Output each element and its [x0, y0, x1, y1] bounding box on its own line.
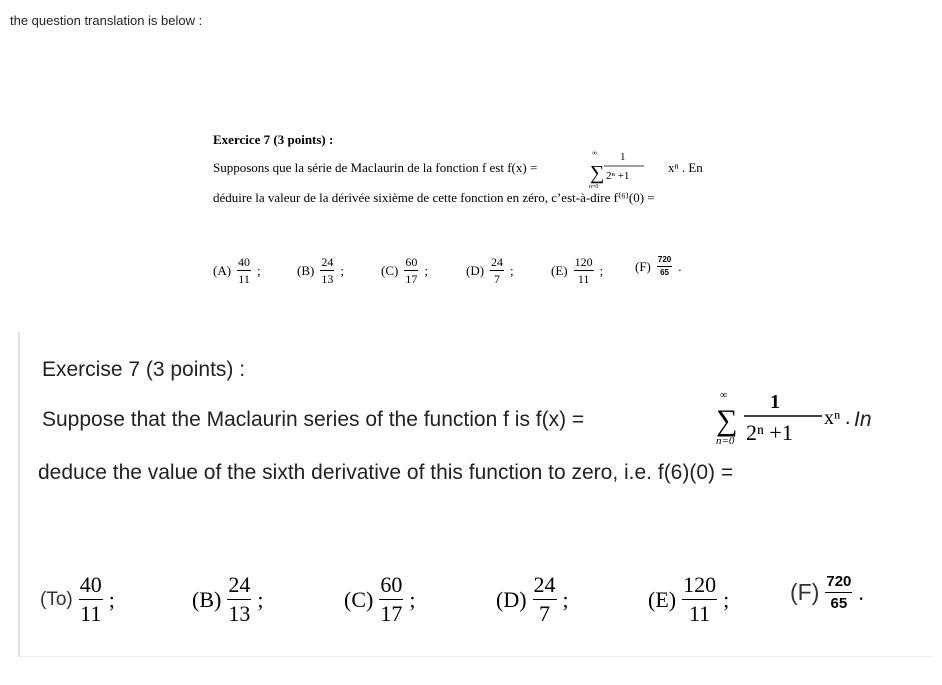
french-options	[213, 256, 733, 292]
denominator: 11	[80, 601, 102, 626]
numerator: 24	[321, 255, 334, 269]
english-title: Exercise 7 (3 points) :	[42, 358, 246, 381]
option-fraction	[404, 256, 418, 285]
option-label: (B)	[192, 586, 222, 612]
english-option-a[interactable]	[40, 574, 115, 625]
option-separator: ;	[723, 586, 730, 612]
denominator: 13	[321, 272, 334, 286]
option-label: (A)	[213, 262, 232, 278]
option-label: (To)	[40, 588, 73, 610]
numerator: 24	[491, 255, 504, 269]
english-statement-after: In	[854, 408, 872, 431]
french-sum-lower: n=0	[589, 184, 599, 190]
denominator: 11	[238, 272, 250, 286]
french-option-d[interactable]	[466, 256, 514, 285]
numerator: 120	[683, 572, 717, 597]
english-sum-lower: n=0	[716, 435, 735, 447]
denominator: 11	[577, 272, 590, 286]
numerator: 60	[380, 572, 403, 597]
numerator: 720	[826, 573, 852, 590]
french-statement-after: xⁿ . En	[668, 160, 703, 175]
numerator: 40	[79, 572, 102, 597]
option-label: (D)	[496, 586, 527, 612]
option-separator: ;	[108, 586, 115, 612]
french-sum-upper: ∞	[592, 149, 597, 157]
english-option-c[interactable]	[344, 574, 415, 625]
option-label: (D)	[466, 262, 485, 278]
option-label: (C)	[344, 586, 374, 612]
english-sum-denominator: 2ⁿ +1	[746, 420, 793, 445]
french-option-a[interactable]	[213, 256, 261, 285]
option-label: (B)	[297, 262, 315, 278]
option-fraction	[490, 256, 504, 285]
denominator: 11	[689, 601, 711, 626]
option-fraction	[79, 574, 103, 625]
numerator: 40	[238, 255, 251, 269]
option-separator: ;	[562, 586, 569, 612]
option-separator: .	[678, 258, 682, 274]
option-fraction	[237, 256, 251, 285]
denominator: 13	[228, 601, 251, 626]
french-sum-denominator: 2ⁿ +1	[606, 170, 630, 182]
english-option-b[interactable]	[192, 574, 263, 625]
french-option-e[interactable]	[551, 256, 603, 285]
english-statement-line2: deduce the value of the sixth derivative of this function to zero, i.e. f(6)(0) =	[38, 461, 734, 484]
french-option-f[interactable]	[635, 256, 682, 277]
english-sum-upper: ∞	[720, 390, 728, 401]
english-statement-line1: Suppose that the Maclaurin series of the function f is f(x) =	[42, 408, 585, 431]
option-separator: ;	[409, 586, 416, 612]
option-separator: ;	[257, 586, 264, 612]
option-fraction	[825, 574, 852, 611]
denominator: 65	[830, 595, 848, 612]
option-separator: ;	[424, 262, 428, 278]
denominator: 17	[380, 601, 403, 626]
numerator: 24	[228, 572, 251, 597]
numerator: 24	[533, 572, 556, 597]
option-fraction	[379, 574, 403, 625]
french-sum-numerator: 1	[620, 151, 626, 163]
english-sum-formula	[710, 386, 860, 456]
option-fraction	[682, 574, 717, 625]
option-label: (E)	[648, 586, 677, 612]
option-fraction	[574, 256, 594, 285]
option-fraction	[657, 256, 672, 277]
french-sum-symbol: ∑	[590, 162, 605, 184]
english-sum-tail: xⁿ .	[824, 407, 851, 429]
french-statement-line1: Supposons que la série de Maclaurin de la fonction f est f(x) =	[213, 160, 538, 175]
denominator: 7	[539, 601, 551, 626]
english-sum-numerator: 1	[770, 391, 780, 413]
english-option-f[interactable]	[790, 574, 864, 611]
denominator: 65	[660, 268, 670, 277]
numerator: 720	[657, 255, 672, 264]
option-label: (E)	[551, 262, 568, 278]
option-fraction	[320, 256, 334, 285]
denominator: 17	[405, 272, 418, 286]
option-separator: ;	[599, 262, 604, 278]
option-label: (C)	[381, 262, 399, 278]
option-fraction	[533, 574, 557, 625]
option-fraction	[227, 574, 251, 625]
english-option-d[interactable]	[496, 574, 569, 625]
option-label: (F)	[790, 579, 820, 605]
french-title: Exercice 7 (3 points) :	[213, 132, 334, 147]
french-statement-line2: déduire la valeur de la dérivée sixième de cette fonction en zéro, c’est-à-dire f⁽⁶⁾(0) =	[213, 190, 655, 205]
option-label: (F)	[635, 258, 651, 274]
option-separator: ;	[510, 262, 514, 278]
english-option-e[interactable]	[648, 574, 729, 625]
denominator: 7	[494, 272, 501, 286]
english-options	[40, 574, 920, 638]
english-translation	[18, 332, 932, 657]
option-separator: ;	[257, 262, 261, 278]
option-separator: .	[858, 579, 864, 605]
numerator: 60	[405, 255, 418, 269]
intro-text: the question translation is below :	[10, 13, 203, 28]
french-option-b[interactable]	[297, 256, 344, 285]
option-separator: ;	[340, 262, 344, 278]
english-sum-symbol: ∑	[716, 404, 738, 437]
french-option-c[interactable]	[381, 256, 428, 285]
numerator: 120	[574, 255, 593, 269]
